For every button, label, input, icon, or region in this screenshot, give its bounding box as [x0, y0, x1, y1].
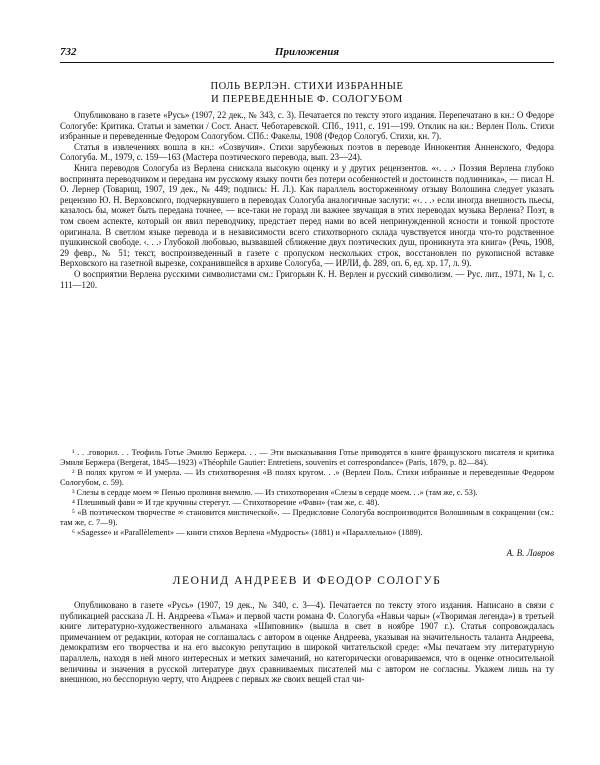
- footnote: ⁴ Плешивый фавн ∞ И где кручины стерегут. — Стихотворение «Фавн» (там же, с. 48).: [72, 498, 380, 507]
- signature: А. В. Лавров: [506, 548, 554, 558]
- footnote: ⁶ «Sagesse» и «Parallèlement» — книги стихов Верлена «Мудрость» (1881) и «Параллельно» (1889).: [72, 528, 423, 537]
- footnote: ¹ . . .говорил. . . Теофиль Готье Эмилю Бержера. . . — Эти высказывания Готье приводятся в книге французского писателя и критика Эмиля Бержера (Bergerat, 1845—1923) «Théophile Gautier: Entretiens, souvenirs et correspondance» (Paris, 1879, p. 82—84).: [60, 448, 554, 467]
- paragraph: Опубликовано в газете «Русь» (1907, 19 дек., № 340, с. 3—4). Печатается по тексту этого издания. Написано в связи с публикацией рассказа Л. Н. Андреева «Тьма» и первой части романа Ф. Сологуба «Навьи чары» («Творимая легенда») в третьей книге литературно-художественного альманаха «Шиповник» (вышла в свет в ноябре 1907 г.). Статья сопровождалась примечанием от редакции, которая не соглашалась с автором в оценке Андреева, указывая на значительность таланта Андреева, демократизм его творчества и на его высокую репутацию в широкой читательской среде: «Мы печатаем эту литературную параллель, находя в ней много интересных и метких замечаний, но категорически оговариваемся, что в оценке относительной величины и значения в русской литературе двух сравниваемых писателей мы с автором не согласны. Укажем лишь на ту внешнюю, но бесспорную черту, что Андреев с первых же своих вещей стал чи-: [60, 600, 554, 685]
- running-title: Приложения: [274, 46, 340, 58]
- header-rule: [60, 62, 554, 63]
- paragraph: О восприятии Верлена русскими символистами см.: Григорьян К. Н. Верлен и русский символизм. — Рус. лит., 1971, № 1, с. 111—120.: [60, 268, 554, 290]
- section2-body: [60, 600, 554, 685]
- section1-title-line2: И ПЕРЕВЕДЕННЫЕ Ф. СОЛОГУБОМ: [211, 94, 403, 105]
- section1-title-line1: ПОЛЬ ВЕРЛЭН. СТИХИ ИЗБРАННЫЕ: [210, 81, 404, 92]
- footnote: ³ Слезы в сердце моем ∞ Пенью проливня внемлю. — Из стихотворения «Слезы в сердце моем. . .» (там же, с. 53).: [72, 488, 478, 497]
- section1-title: [60, 80, 554, 106]
- paragraph: Опубликовано в газете «Русь» (1907, 22 дек., № 343, с. 3). Печатается по тексту этого издания. Перепечатано в кн.: О Федоре Сологубе: Критика. Статьи и заметки / Сост. Анаст. Чеботаревской. СПб., 1911, с. 191—199. Отклик на кн.: Верлен Поль. Стихи избранные и переведенные Федором Сологубом. СПб.: Факелы, 1908 (Федор Сологуб. Стихи, кн. 7).: [60, 110, 554, 142]
- paragraph: Книга переводов Сологуба из Верлена снискала высокую оценку и у других рецензентов. «‹. . .› Поэзия Верлена глубоко воспринята переводчиком и передана им русскому языку почти без потери особенностей и достоинств подлинника», — писал Н. О. Лернер (Товарищ, 1907, 19 дек., № 449; подпись: Н. Л.). Как параллель восторженному отзыву Волошина следует указать рецензию Ю. Н. Верховского, подчеркнувшего в переводах Сологуба аналогичные заслуги: «‹. . .› если иногда внешность пьесы, казалось бы, может быть передана точнее, — все-таки не горазд ли важнее звучащая в этих переводах музыка Верлена? Поэт, в том своем аспекте, который он явил переводчику, предстает перед нами во всей непринужденной ясности и тонкой простоте оригинала. В светлом языке перевода и в независимости всего стихотворного склада чувствуется иногда что-то родственное пушкинской свободе. ‹. . .› Глубокой любовью, вызвавшей сближение двух поэтических душ, проникнута эта книга» (Речь, 1908, 29 февр., № 51; текст, воспроизведенный в газете с пропуском нескольких строк, восстановлен по рукописной вставке Верховского на газетной вырезке, сохранившейся в архиве Сологуба, — ИРЛИ, ф. 289, оп. 6, ед. хр. 17, л. 9).: [60, 162, 554, 269]
- footnote: ² В полях кругом ∞ И умерла. — Из стихотворения «В полях кругом. . .» (Верлен Поль. Стихи избранные и переведенные Федором Сологубом, с. 59).: [60, 468, 554, 487]
- paragraph: Статья в извлечениях вошла в кн.: «Созвучия». Стихи зарубежных поэтов в переводе Иннокентия Анненского, Федора Сологуба. М., 1979, с. 159—163 (Мастера поэтического перевода, вып. 23—24).: [60, 141, 554, 163]
- section2-title: ЛЕОНИД АНДРЕЕВ И ФЕОДОР СОЛОГУБ: [172, 575, 442, 587]
- footnote: ⁵ «В поэтическом творчестве ∞ становится мистической». — Предисловие Сологуба воспроизводится Волошиным в сокращении (см.: там же, с. 7—9).: [60, 508, 554, 527]
- running-header: [60, 46, 554, 60]
- section1-notes: [60, 448, 554, 538]
- page-number: 732: [60, 46, 77, 58]
- section1-body: [60, 110, 554, 290]
